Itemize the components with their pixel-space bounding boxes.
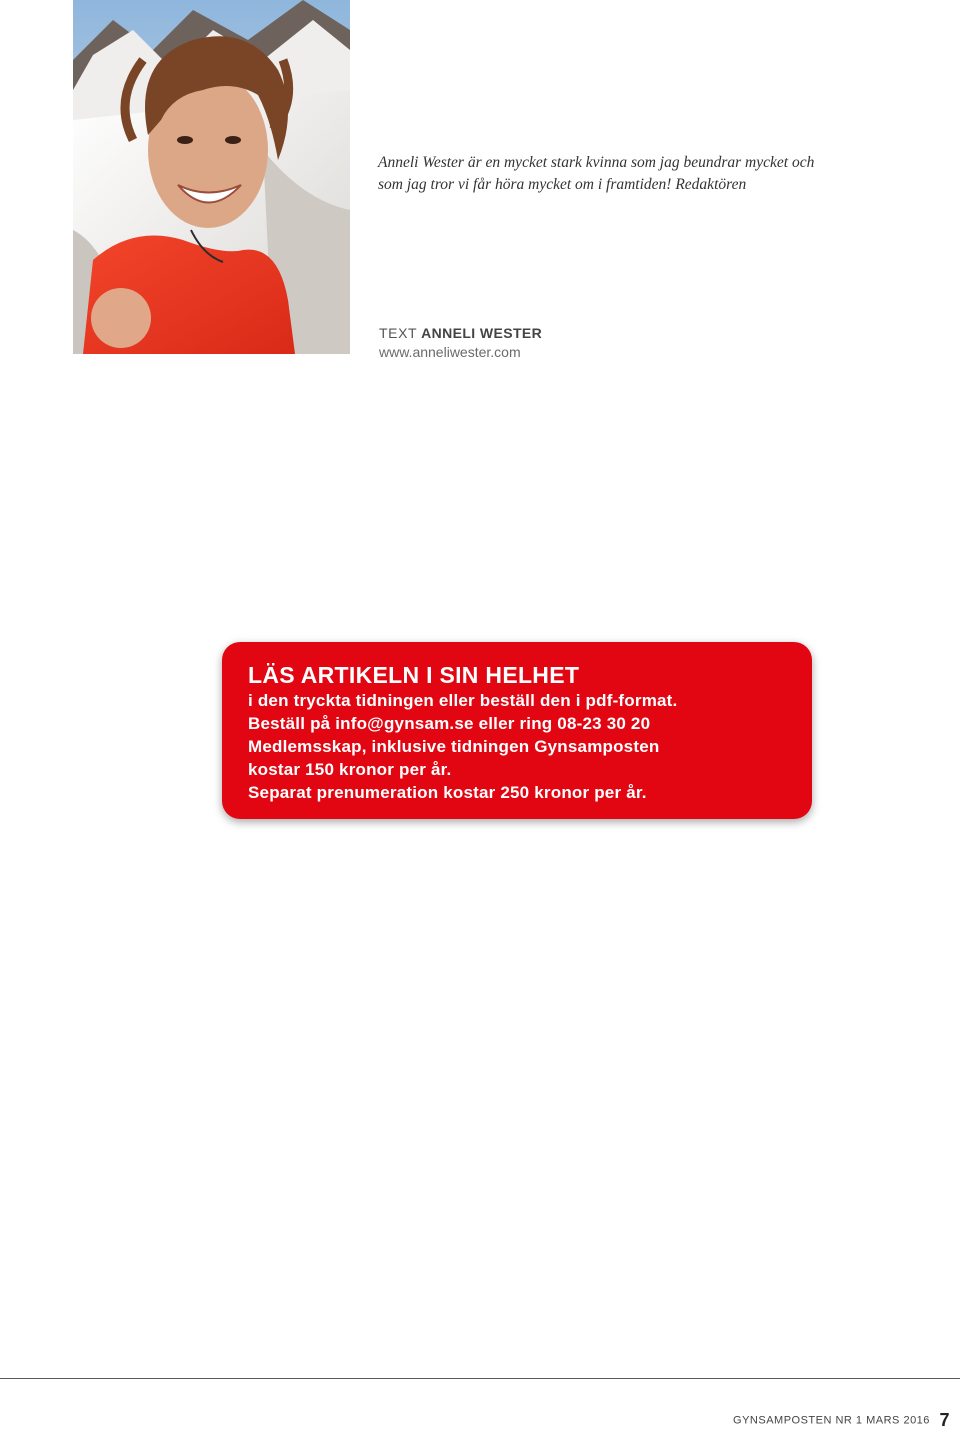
promo-line-1: i den tryckta tidningen eller beställ den i pdf-format. xyxy=(248,691,678,710)
portrait-illustration xyxy=(73,0,350,354)
byline xyxy=(379,324,542,362)
promo-line-2: Beställ på info@gynsam.se eller ring 08-23 30 20 xyxy=(248,714,651,733)
intro-quote xyxy=(378,152,848,196)
publication-info: GYNSAMPOSTEN NR 1 MARS 2016 xyxy=(733,1414,930,1427)
subscription-promo-box xyxy=(222,642,812,819)
promo-headline: LÄS ARTIKELN I SIN HELHET xyxy=(248,662,580,688)
page-footer xyxy=(733,1410,950,1431)
byline-author: ANNELI WESTER xyxy=(421,325,543,341)
intro-line-2: som jag tror vi får höra mycket om i framtiden! Redaktören xyxy=(378,176,747,193)
author-photo xyxy=(73,0,350,354)
author-website-link[interactable]: www.anneliwester.com xyxy=(379,344,521,360)
promo-line-5: Separat prenumeration kostar 250 kronor per år. xyxy=(248,783,647,802)
intro-line-1: Anneli Wester är en mycket stark kvinna som jag beundrar mycket och xyxy=(378,154,815,171)
promo-line-4: kostar 150 kronor per år. xyxy=(248,760,452,779)
byline-label: TEXT xyxy=(379,325,418,341)
footer-divider xyxy=(0,1378,960,1379)
page-number: 7 xyxy=(939,1410,950,1430)
promo-line-3: Medlemsskap, inklusive tidningen Gynsamposten xyxy=(248,737,660,756)
